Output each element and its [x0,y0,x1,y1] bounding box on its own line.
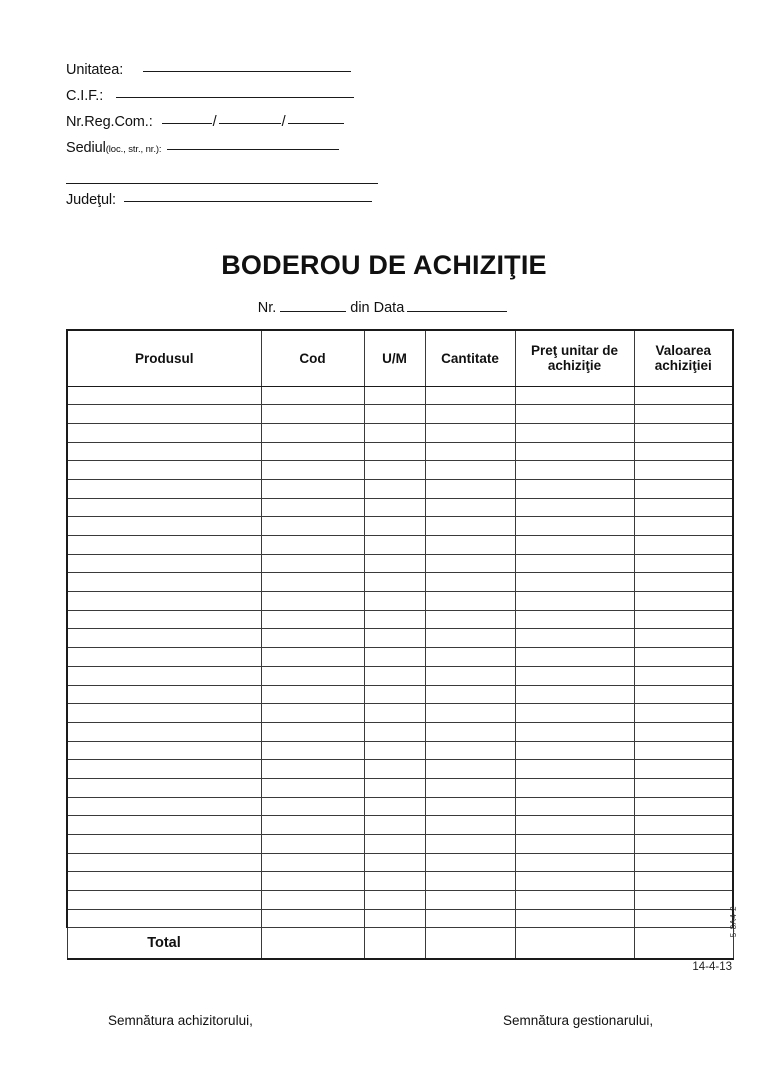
cell-cod[interactable] [261,666,364,685]
cell-pret[interactable] [515,405,634,424]
cell-um[interactable] [364,778,425,797]
table-row [67,778,733,797]
cell-cantitate[interactable] [425,498,515,517]
cell-pret[interactable] [515,760,634,779]
cell-cod[interactable] [261,573,364,592]
cell-valoare[interactable] [634,891,733,910]
cell-produsul[interactable] [67,554,261,573]
cell-cantitate[interactable] [425,573,515,592]
cell-pret[interactable] [515,909,634,928]
cell-valoare[interactable] [634,498,733,517]
total-cell-cod[interactable] [261,928,364,959]
cell-pret[interactable] [515,835,634,854]
cell-um[interactable] [364,629,425,648]
cell-produsul[interactable] [67,666,261,685]
cell-um[interactable] [364,517,425,536]
cell-valoare[interactable] [634,648,733,667]
cell-cantitate[interactable] [425,666,515,685]
table-row [67,461,733,480]
cell-cod[interactable] [261,498,364,517]
field-sediul-continuation [66,166,386,192]
cell-produsul[interactable] [67,461,261,480]
cell-valoare[interactable] [634,909,733,928]
cell-produsul[interactable] [67,592,261,611]
cell-valoare[interactable] [634,704,733,723]
cell-valoare[interactable] [634,536,733,555]
cell-valoare[interactable] [634,479,733,498]
table-row [67,405,733,424]
total-cell-cantitate[interactable] [425,928,515,959]
cell-produsul[interactable] [67,536,261,555]
cell-produsul[interactable] [67,741,261,760]
cell-um[interactable] [364,666,425,685]
cell-cantitate[interactable] [425,797,515,816]
column-header-cantitate: Cantitate [425,330,515,386]
cell-pret[interactable] [515,648,634,667]
cell-produsul[interactable] [67,778,261,797]
field-unitatea-input[interactable] [143,71,351,72]
cell-pret[interactable] [515,386,634,405]
cell-cantitate[interactable] [425,741,515,760]
cell-um[interactable] [364,423,425,442]
cell-cod[interactable] [261,872,364,891]
cell-cantitate[interactable] [425,610,515,629]
cell-cantitate[interactable] [425,872,515,891]
cell-cod[interactable] [261,629,364,648]
cell-cod[interactable] [261,722,364,741]
cell-produsul[interactable] [67,573,261,592]
field-nr-reg-com-input-3[interactable] [288,123,344,124]
cell-um[interactable] [364,573,425,592]
field-separator-2: / [281,114,286,130]
cell-cantitate[interactable] [425,461,515,480]
cell-um[interactable] [364,461,425,480]
cell-cod[interactable] [261,423,364,442]
cell-cod[interactable] [261,797,364,816]
table-row [67,853,733,872]
document-nr-label: Nr. [257,300,277,316]
cell-cantitate[interactable] [425,442,515,461]
table-row [67,797,733,816]
cell-cantitate[interactable] [425,405,515,424]
cell-valoare[interactable] [634,797,733,816]
cell-valoare[interactable] [634,592,733,611]
header-fields [66,62,386,218]
form-code: 14-4-13 [692,961,732,973]
field-nr-reg-com [66,114,386,140]
cell-valoare[interactable] [634,853,733,872]
cell-produsul[interactable] [67,797,261,816]
cell-um[interactable] [364,498,425,517]
cell-pret[interactable] [515,442,634,461]
cell-cantitate[interactable] [425,517,515,536]
cell-valoare[interactable] [634,872,733,891]
table-row [67,386,733,405]
cell-produsul[interactable] [67,909,261,928]
cell-pret[interactable] [515,592,634,611]
field-nr-reg-com-label: Nr.Reg.Com.: [66,114,153,130]
cell-pret[interactable] [515,704,634,723]
cell-pret[interactable] [515,722,634,741]
cell-cantitate[interactable] [425,835,515,854]
table-row [67,760,733,779]
cell-cantitate[interactable] [425,853,515,872]
cell-pret[interactable] [515,816,634,835]
column-header-um: U/M [364,330,425,386]
cell-produsul[interactable] [67,760,261,779]
cell-valoare[interactable] [634,610,733,629]
cell-cod[interactable] [261,517,364,536]
cell-produsul[interactable] [67,853,261,872]
cell-valoare[interactable] [634,741,733,760]
cell-pret[interactable] [515,610,634,629]
cell-produsul[interactable] [67,423,261,442]
cell-um[interactable] [364,816,425,835]
cell-um[interactable] [364,536,425,555]
total-label: Total [67,928,261,959]
cell-um[interactable] [364,479,425,498]
column-header-valoarea: Valoarea achiziţiei [634,330,733,386]
cell-produsul[interactable] [67,648,261,667]
cell-valoare[interactable] [634,835,733,854]
cell-cantitate[interactable] [425,816,515,835]
cell-cantitate[interactable] [425,760,515,779]
field-judetul [66,192,386,218]
table-row [67,442,733,461]
cell-produsul[interactable] [67,835,261,854]
table-row [67,517,733,536]
cell-cantitate[interactable] [425,592,515,611]
table-row [67,423,733,442]
field-sediul-hint: (loc., str., nr.): [105,144,162,155]
cell-um[interactable] [364,442,425,461]
table-row [67,666,733,685]
cell-cod[interactable] [261,816,364,835]
cell-valoare[interactable] [634,442,733,461]
cell-cantitate[interactable] [425,423,515,442]
cell-um[interactable] [364,554,425,573]
field-unitatea [66,62,386,88]
field-cif [66,88,386,114]
document-date-label: din Data [350,300,405,316]
signature-buyer-label: Semnătura achizitorului, [108,1013,253,1028]
column-header-produsul: Produsul [67,330,261,386]
cell-um[interactable] [364,909,425,928]
field-sediul-label: Sediul [66,140,106,156]
cell-valoare[interactable] [634,760,733,779]
cell-produsul[interactable] [67,442,261,461]
cell-pret[interactable] [515,778,634,797]
cell-pret[interactable] [515,666,634,685]
total-cell-um[interactable] [364,928,425,959]
document-number-line [0,300,768,316]
cell-um[interactable] [364,610,425,629]
cell-cantitate[interactable] [425,629,515,648]
document-nr-input[interactable] [280,311,346,312]
table-row [67,704,733,723]
table-row [67,891,733,910]
cell-pret[interactable] [515,853,634,872]
cell-cantitate[interactable] [425,909,515,928]
table-header-row [67,330,733,386]
cell-valoare[interactable] [634,629,733,648]
cell-pret[interactable] [515,872,634,891]
cell-cod[interactable] [261,405,364,424]
cell-cantitate[interactable] [425,722,515,741]
cell-valoare[interactable] [634,554,733,573]
cell-um[interactable] [364,685,425,704]
cell-produsul[interactable] [67,498,261,517]
cell-cod[interactable] [261,704,364,723]
table-row [67,573,733,592]
cell-valoare[interactable] [634,405,733,424]
cell-cantitate[interactable] [425,648,515,667]
table-row [67,741,733,760]
cell-cantitate[interactable] [425,891,515,910]
cell-produsul[interactable] [67,479,261,498]
cell-valoare[interactable] [634,666,733,685]
cell-cantitate[interactable] [425,386,515,405]
cell-pret[interactable] [515,891,634,910]
cell-cod[interactable] [261,891,364,910]
field-separator-1: / [212,114,217,130]
page-title: BODEROU DE ACHIZIŢIE [221,250,547,280]
cell-um[interactable] [364,835,425,854]
cell-valoare[interactable] [634,517,733,536]
cell-um[interactable] [364,704,425,723]
cell-produsul[interactable] [67,872,261,891]
side-print-code: 5-8A4-2 [729,906,738,938]
cell-valoare[interactable] [634,573,733,592]
table-row [67,722,733,741]
table-row [67,629,733,648]
cell-pret[interactable] [515,573,634,592]
signature-manager-label: Semnătura gestionarului, [503,1013,654,1028]
cell-cod[interactable] [261,685,364,704]
table-row [67,909,733,928]
cell-pret[interactable] [515,554,634,573]
cell-cantitate[interactable] [425,685,515,704]
table-body [67,386,733,928]
table-row [67,835,733,854]
table-row [67,554,733,573]
cell-cod[interactable] [261,909,364,928]
cell-cod[interactable] [261,461,364,480]
table-row [67,648,733,667]
cell-cod[interactable] [261,479,364,498]
cell-produsul[interactable] [67,704,261,723]
cell-valoare[interactable] [634,816,733,835]
cell-pret[interactable] [515,479,634,498]
cell-cod[interactable] [261,386,364,405]
cell-valoare[interactable] [634,722,733,741]
cell-cod[interactable] [261,592,364,611]
cell-valoare[interactable] [634,461,733,480]
cell-pret[interactable] [515,517,634,536]
cell-produsul[interactable] [67,386,261,405]
field-judetul-input[interactable] [124,201,372,202]
field-sediul-input[interactable] [167,149,339,150]
cell-um[interactable] [364,760,425,779]
cell-valoare[interactable] [634,423,733,442]
cell-cod[interactable] [261,835,364,854]
cell-pret[interactable] [515,461,634,480]
cell-valoare[interactable] [634,685,733,704]
cell-um[interactable] [364,405,425,424]
cell-um[interactable] [364,891,425,910]
cell-um[interactable] [364,853,425,872]
cell-produsul[interactable] [67,685,261,704]
cell-valoare[interactable] [634,778,733,797]
cell-um[interactable] [364,872,425,891]
cell-produsul[interactable] [67,610,261,629]
cell-cantitate[interactable] [425,778,515,797]
cell-cod[interactable] [261,648,364,667]
cell-produsul[interactable] [67,816,261,835]
field-unitatea-label: Unitatea: [66,62,124,78]
cell-cantitate[interactable] [425,704,515,723]
field-judetul-label: Judeţul: [66,192,116,208]
field-nr-reg-com-input-1[interactable] [162,123,212,124]
cell-cantitate[interactable] [425,479,515,498]
table-row [67,816,733,835]
total-cell-valoare[interactable] [634,928,733,959]
cell-pret[interactable] [515,797,634,816]
table-row [67,685,733,704]
field-nr-reg-com-input-2[interactable] [219,123,281,124]
field-cif-input[interactable] [116,97,354,98]
column-header-cod: Cod [261,330,364,386]
cell-pret[interactable] [515,685,634,704]
cell-um[interactable] [364,797,425,816]
field-sediul-input-continued[interactable] [66,183,378,184]
table-row [67,479,733,498]
cell-pret[interactable] [515,536,634,555]
cell-cod[interactable] [261,760,364,779]
cell-cod[interactable] [261,778,364,797]
table-row [67,872,733,891]
cell-pret[interactable] [515,423,634,442]
cell-cod[interactable] [261,741,364,760]
cell-pret[interactable] [515,741,634,760]
cell-produsul[interactable] [67,405,261,424]
cell-um[interactable] [364,741,425,760]
total-cell-pret[interactable] [515,928,634,959]
cell-cod[interactable] [261,442,364,461]
cell-valoare[interactable] [634,386,733,405]
cell-um[interactable] [364,592,425,611]
cell-cod[interactable] [261,853,364,872]
table-row [67,536,733,555]
cell-pret[interactable] [515,629,634,648]
cell-produsul[interactable] [67,517,261,536]
cell-produsul[interactable] [67,629,261,648]
cell-um[interactable] [364,648,425,667]
field-cif-label: C.I.F.: [66,88,104,104]
cell-cod[interactable] [261,554,364,573]
cell-produsul[interactable] [67,722,261,741]
cell-cod[interactable] [261,536,364,555]
table-footer [67,928,733,959]
cell-um[interactable] [364,722,425,741]
column-header-pret-unitar: Preţ unitar de achiziţie [515,330,634,386]
table-row [67,610,733,629]
purchase-table [66,329,734,960]
table-row [67,592,733,611]
cell-um[interactable] [364,386,425,405]
table-row [67,498,733,517]
cell-cod[interactable] [261,610,364,629]
field-sediul [66,140,386,166]
cell-cantitate[interactable] [425,554,515,573]
document-date-input[interactable] [407,311,507,312]
cell-cantitate[interactable] [425,536,515,555]
cell-pret[interactable] [515,498,634,517]
total-row [67,928,733,959]
cell-produsul[interactable] [67,891,261,910]
